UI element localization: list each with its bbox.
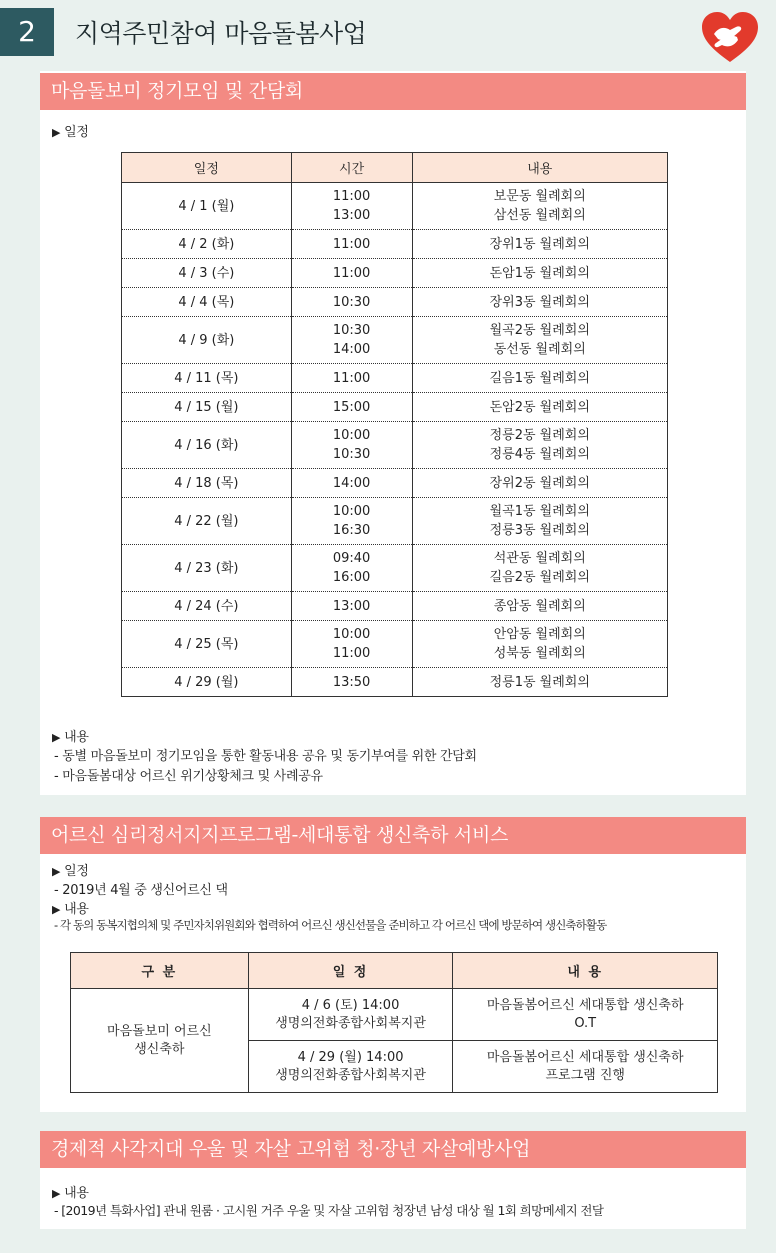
date-cell: 4 / 22 (월)	[122, 498, 292, 545]
time-line: 11:00	[332, 370, 371, 386]
schedule-table	[121, 152, 668, 697]
section1-content-heading	[52, 726, 89, 745]
section2-schedule-line: - 2019년 4월 중 생신어르신 댁	[54, 883, 228, 898]
triangle-bullet-icon: ▶	[52, 731, 61, 744]
content-line: 길음1동 월례회의	[489, 370, 590, 386]
section2-content-heading	[52, 898, 89, 917]
content-cell	[412, 230, 668, 259]
content-line: 월곡1동 월례회의	[489, 504, 590, 519]
content-cell	[412, 545, 668, 592]
time-line: 10:30	[332, 447, 371, 462]
heart-hands-icon	[700, 10, 760, 66]
schedule-cell	[248, 1041, 453, 1093]
table-row	[122, 364, 668, 393]
time-line: 09:40	[332, 551, 371, 566]
section2-content-line: - 각 동의 동복지협의체 및 주민자치위원회와 협력하여 어르신 생신선물을 준비하고 각 어르신 댁에 방문하여 생신축하활동	[54, 918, 607, 932]
page-title: 지역주민참여 마음돌봄사업	[75, 19, 367, 48]
date-cell: 4 / 9 (화)	[122, 317, 292, 364]
date-cell: 4 / 18 (목)	[122, 469, 292, 498]
time-cell	[291, 364, 412, 393]
table-row	[122, 183, 668, 230]
content-line: 돈암2동 월례회의	[489, 399, 590, 415]
content-line: 돈암1동 월례회의	[489, 265, 590, 281]
table-row	[122, 230, 668, 259]
time-line: 10:30	[332, 294, 371, 310]
schedule-line: 4 / 6 (토) 14:00	[301, 997, 400, 1013]
content-cell	[412, 621, 668, 668]
time-line: 13:00	[332, 598, 371, 614]
content-line: 장위2동 월례회의	[489, 475, 590, 491]
category-cell	[71, 989, 249, 1093]
schedule-label: 일정	[64, 864, 89, 879]
category-line: 마음돌보미 어르신	[107, 1023, 212, 1039]
date-cell: 4 / 11 (목)	[122, 364, 292, 393]
table-row	[122, 498, 668, 545]
table-row	[122, 545, 668, 592]
content-label: 내용	[64, 1186, 89, 1201]
section2-title: 어르신 심리정서지지프로그램-세대통합 생신축하 서비스	[40, 817, 746, 854]
time-cell	[291, 668, 412, 697]
section1-content-line-2: - 마음돌봄대상 어르신 위기상황체크 및 사례공유	[54, 769, 323, 784]
content-cell	[453, 1041, 718, 1093]
content-line: 보문동 월례회의	[493, 189, 586, 204]
content-line: 정릉2동 월례회의	[489, 428, 590, 443]
time-cell	[291, 469, 412, 498]
schedule-line: 생명의전화종합사회복지관	[275, 1067, 426, 1083]
content-line: O.T	[574, 1015, 597, 1031]
section3-content-heading	[52, 1182, 89, 1201]
section1-schedule-heading	[52, 121, 89, 140]
time-cell	[291, 230, 412, 259]
table-row	[122, 422, 668, 469]
time-cell	[291, 393, 412, 422]
section1-content-line-1: - 동별 마음돌보미 정기모임을 통한 활동내용 공유 및 동기부여를 위한 간담회	[54, 749, 477, 764]
time-cell	[291, 592, 412, 621]
content-line: 성북동 월례회의	[493, 646, 586, 661]
time-cell	[291, 288, 412, 317]
date-cell: 4 / 15 (월)	[122, 393, 292, 422]
time-line: 15:00	[332, 399, 371, 415]
content-label: 내용	[64, 902, 89, 917]
content-cell	[412, 393, 668, 422]
content-line: 장위3동 월례회의	[489, 294, 590, 310]
section2-schedule-heading	[52, 860, 89, 879]
time-line: 10:00	[332, 627, 371, 642]
time-line: 11:00	[332, 236, 371, 252]
schedule-label: 일정	[64, 125, 89, 140]
content-line: 안암동 월례회의	[493, 627, 586, 642]
content-line: 마음돌봄어르신 세대통합 생신축하	[486, 997, 684, 1013]
date-cell: 4 / 16 (화)	[122, 422, 292, 469]
table-row	[122, 393, 668, 422]
content-line: 종암동 월례회의	[493, 598, 586, 614]
content-cell	[412, 259, 668, 288]
content-line: 정릉3동 월례회의	[489, 523, 590, 538]
table-header-row	[71, 953, 718, 989]
section1-title: 마음돌보미 정기모임 및 간담회	[40, 73, 746, 110]
content-line: 마음돌봄어르신 세대통합 생신축하	[486, 1049, 684, 1065]
time-cell	[291, 498, 412, 545]
table-row	[122, 259, 668, 288]
section3-content-line: - [2019년 특화사업] 관내 원룸 · 고시원 거주 우울 및 자살 고위험 청장년 남성 대상 월 1회 희망메세지 전달	[54, 1203, 604, 1218]
time-line: 14:00	[332, 475, 371, 491]
table-row	[122, 317, 668, 364]
schedule-line: 생명의전화종합사회복지관	[275, 1015, 426, 1031]
triangle-bullet-icon: ▶	[52, 903, 61, 916]
time-line: 10:00	[332, 504, 371, 519]
content-line: 월곡2동 월례회의	[489, 323, 590, 338]
content-cell	[412, 498, 668, 545]
time-cell	[291, 259, 412, 288]
triangle-bullet-icon: ▶	[52, 1187, 61, 1200]
content-cell	[412, 668, 668, 697]
table-row	[71, 989, 718, 1041]
date-cell: 4 / 4 (목)	[122, 288, 292, 317]
time-cell	[291, 422, 412, 469]
header-category: 구 분	[71, 953, 249, 989]
triangle-bullet-icon: ▶	[52, 126, 61, 139]
schedule-cell	[248, 989, 453, 1041]
time-line: 10:00	[332, 428, 371, 443]
date-cell: 4 / 2 (화)	[122, 230, 292, 259]
date-cell: 4 / 24 (수)	[122, 592, 292, 621]
content-cell	[412, 422, 668, 469]
table-row	[122, 288, 668, 317]
content-line: 정릉4동 월례회의	[489, 447, 590, 462]
time-cell	[291, 317, 412, 364]
time-line: 11:00	[332, 189, 371, 204]
date-cell: 4 / 1 (월)	[122, 183, 292, 230]
table-row	[122, 621, 668, 668]
header-date: 일정	[122, 153, 292, 183]
content-cell	[453, 989, 718, 1041]
content-cell	[412, 317, 668, 364]
content-line: 정릉1동 월례회의	[489, 674, 590, 690]
content-label: 내용	[64, 730, 89, 745]
time-cell	[291, 183, 412, 230]
header-schedule: 일 정	[248, 953, 453, 989]
time-line: 11:00	[332, 646, 371, 661]
triangle-bullet-icon: ▶	[52, 865, 61, 878]
content-line: 길음2동 월례회의	[489, 570, 590, 585]
date-cell: 4 / 29 (월)	[122, 668, 292, 697]
header-time: 시간	[291, 153, 412, 183]
header-content: 내 용	[453, 953, 718, 989]
section-number: 2	[0, 8, 54, 56]
table-header-row	[122, 153, 668, 183]
date-cell: 4 / 25 (목)	[122, 621, 292, 668]
content-line: 동선동 월례회의	[493, 342, 586, 357]
content-cell	[412, 183, 668, 230]
time-cell	[291, 545, 412, 592]
content-line: 삼선동 월례회의	[493, 208, 586, 223]
table-row	[122, 592, 668, 621]
time-line: 13:00	[332, 208, 371, 223]
content-line: 석관동 월례회의	[493, 551, 586, 566]
table-row	[122, 469, 668, 498]
time-cell	[291, 621, 412, 668]
content-line: 프로그램 진행	[545, 1067, 625, 1083]
date-cell: 4 / 3 (수)	[122, 259, 292, 288]
time-line: 10:30	[332, 323, 371, 338]
time-line: 13:50	[332, 674, 371, 690]
table-row	[122, 668, 668, 697]
time-line: 11:00	[332, 265, 371, 281]
schedule-line: 4 / 29 (월) 14:00	[297, 1049, 404, 1065]
header-content: 내용	[412, 153, 668, 183]
content-cell	[412, 364, 668, 393]
content-cell	[412, 592, 668, 621]
category-line: 생신축하	[134, 1041, 185, 1057]
program-table	[70, 952, 718, 1093]
content-cell	[412, 288, 668, 317]
content-line: 장위1동 월례회의	[489, 236, 590, 252]
section3-title: 경제적 사각지대 우울 및 자살 고위험 청·장년 자살예방사업	[40, 1131, 746, 1168]
time-line: 14:00	[332, 342, 371, 357]
page-header	[0, 0, 776, 64]
time-line: 16:30	[332, 523, 371, 538]
content-cell	[412, 469, 668, 498]
date-cell: 4 / 23 (화)	[122, 545, 292, 592]
time-line: 16:00	[332, 570, 371, 585]
